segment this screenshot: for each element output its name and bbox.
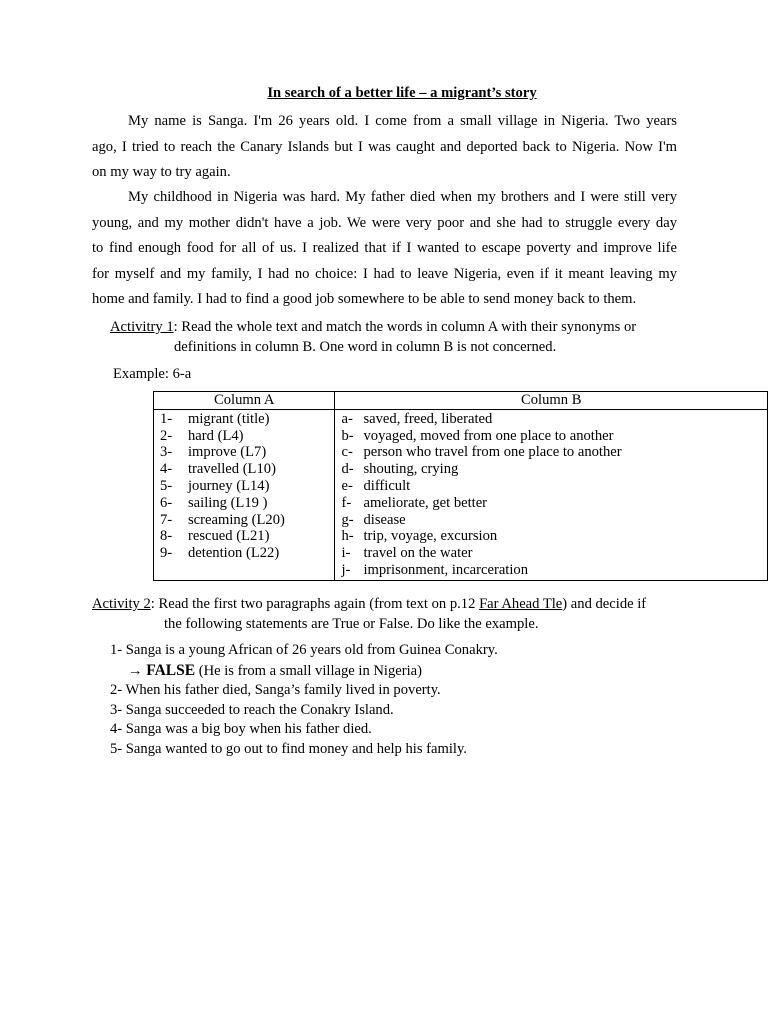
paragraph-line: My childhood in Nigeria was hard. My father died when my brothers and I were still very — [128, 189, 677, 205]
column-b-item: d- shouting, crying — [341, 461, 459, 478]
book-title: Far Ahead Tle — [479, 596, 563, 612]
column-b-item: i- travel on the water — [341, 545, 473, 562]
column-a-item: 7- screaming (L20) — [160, 511, 285, 528]
column-a-item: 1- migrant (title) — [160, 410, 270, 427]
column-a-item: 5- journey (L14) — [160, 477, 270, 494]
paragraph-line: young, and my mother didn't have a job. We were very poor and she had to struggle every day — [92, 214, 677, 231]
activity-2-text-end: ) and decide if — [562, 596, 647, 612]
statement-item: 1- Sanga is a young African of 26 years old from Guinea Conakry. — [110, 642, 498, 658]
column-b-item: f- ameliorate, get better — [341, 494, 488, 511]
column-b-cell — [335, 409, 768, 580]
statement-item: 2- When his father died, Sanga’s family lived in poverty. — [110, 682, 441, 698]
activity-1-text: : Read the whole text and match the words in column A with their synonyms or — [173, 319, 637, 335]
column-b-item: e- difficult — [341, 477, 411, 494]
paragraph-line: My name is Sanga. I'm 26 years old. I come from a small village in Nigeria. Two years — [128, 113, 677, 129]
column-a-header: Column A — [154, 392, 335, 410]
paragraph-line: on my way to try again. — [92, 164, 231, 180]
paragraph-line: for myself and my family, I had no choice: I had to leave Nigeria, even if it meant leaving my — [92, 265, 677, 282]
column-b-item: g- disease — [341, 511, 406, 528]
statement-item: 5- Sanga wanted to go out to find money and help his family. — [110, 740, 467, 757]
activity-1-instructions — [110, 318, 700, 357]
answer-reason: (He is from a small village in Nigeria) — [198, 662, 423, 679]
column-b-header: Column B — [335, 392, 768, 410]
answer-false: FALSE — [146, 661, 196, 679]
column-a-item: 9- detention (L22) — [160, 545, 280, 562]
activity-2-instructions — [92, 595, 682, 634]
paragraph-line: home and family. I had to find a good job somewhere to be able to send money back to them. — [92, 291, 637, 307]
activity-1-example: Example: 6-a — [113, 366, 192, 382]
statements-list — [110, 641, 498, 759]
activity-1-heading: Activitry 1 — [110, 319, 174, 335]
statement-item: 3- Sanga succeeded to reach the Conakry Island. — [110, 701, 394, 718]
activity-2-text: : Read the first two paragraphs again (from text on p.12 — [150, 596, 480, 612]
statement-item: 4- Sanga was a big boy when his father died. — [110, 721, 372, 737]
column-a-item: 6- sailing (L19 ) — [160, 494, 268, 511]
column-a-item: 8- rescued (L21) — [160, 528, 270, 545]
activity-1-text-2: definitions in column B. One word in column B is not concerned. — [174, 338, 557, 355]
activity-2-text-2: the following statements are True or False. Do like the example. — [164, 615, 539, 632]
column-b-item: h- trip, voyage, excursion — [341, 528, 498, 545]
paragraph-1 — [92, 109, 677, 186]
column-a-item: 2- hard (L4) — [160, 427, 244, 444]
paragraph-line: ago, I tried to reach the Canary Islands but I was caught and deported back to Nigeria. Now I'm — [92, 138, 677, 155]
column-a-cell — [154, 409, 335, 580]
column-a-item: 3- improve (L7) — [160, 444, 267, 461]
arrow-icon: → — [128, 662, 143, 679]
example-answer — [110, 661, 498, 682]
paragraph-2 — [92, 185, 677, 313]
column-b-item: j- imprisonment, incarceration — [341, 561, 528, 578]
column-a-item: 4- travelled (L10) — [160, 461, 276, 478]
column-b-item: a- saved, freed, liberated — [341, 410, 493, 427]
column-b-item: b- voyaged, moved from one place to another — [341, 427, 614, 444]
activity-2-heading: Activity 2 — [92, 596, 151, 612]
column-b-item: c- person who travel from one place to another — [341, 444, 622, 461]
matching-table — [153, 391, 768, 581]
paragraph-line: to find enough food for all of us. I realized that if I wanted to escape poverty and improve life — [92, 240, 677, 256]
document-title: In search of a better life – a migrant’s story — [267, 85, 537, 101]
